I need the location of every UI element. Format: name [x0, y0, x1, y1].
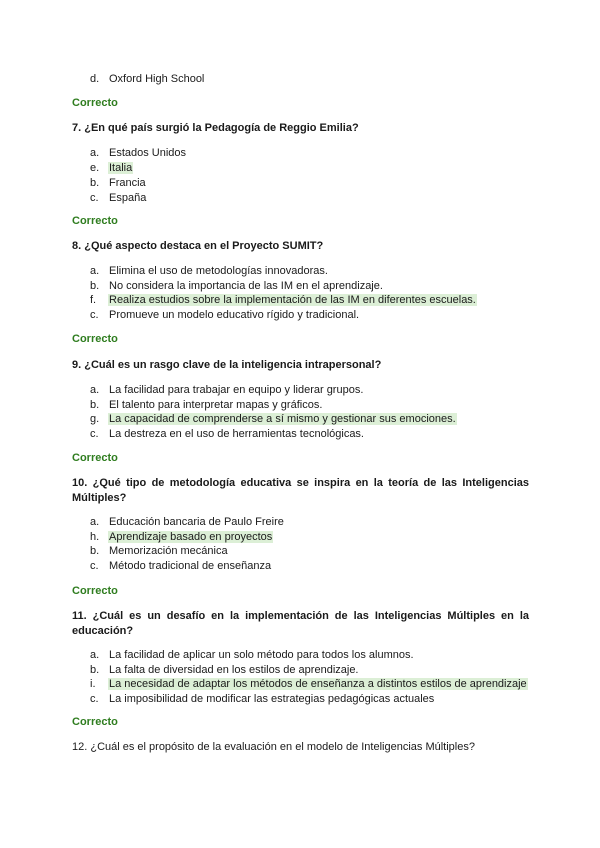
option-letter: d.: [90, 73, 100, 85]
option-letter: c.: [90, 560, 99, 572]
question-7: 7. ¿En qué país surgió la Pedagogía de Reggio Emilia?: [72, 122, 359, 134]
option-letter: e.: [90, 162, 100, 174]
option-letter: b.: [90, 545, 100, 557]
option-item: [90, 398, 323, 412]
option-text: Realiza estudios sobre la implementación de las IM en diferentes escuelas.: [109, 294, 476, 306]
result-label: Correcto: [72, 97, 118, 109]
option-text: La facilidad de aplicar un solo método para todos los alumnos.: [109, 649, 414, 661]
option-item-correct: [90, 412, 457, 426]
option-letter: a.: [90, 649, 100, 661]
option-text: Estados Unidos: [109, 147, 187, 159]
option-text: Oxford High School: [109, 73, 205, 85]
option-letter: a.: [90, 516, 100, 528]
option-item: [90, 191, 147, 205]
option-text: La capacidad de comprenderse a sí mismo y gestionar sus emociones.: [109, 413, 456, 425]
option-text: No considera la importancia de las IM en el aprendizaje.: [109, 280, 383, 292]
option-item: [90, 648, 415, 662]
option-letter: f.: [90, 294, 97, 306]
option-letter: c.: [90, 309, 99, 321]
option-letter: c.: [90, 428, 99, 440]
option-letter: c.: [90, 192, 99, 204]
result-label: Correcto: [72, 716, 118, 728]
question-11: 11. ¿Cuál es un desafío en la implementación de las Inteligencias Múltiples en la educación?: [72, 610, 529, 637]
option-text: Educación bancaria de Paulo Freire: [109, 516, 284, 528]
option-text: Elimina el uso de metodologías innovadoras.: [109, 265, 328, 277]
option-text: Memorización mecánica: [109, 545, 228, 557]
option-text: El talento para interpretar mapas y gráficos.: [109, 399, 323, 411]
option-item: [90, 146, 187, 160]
option-letter: c.: [90, 693, 99, 705]
option-text: Italia: [109, 162, 133, 174]
option-letter: a.: [90, 265, 100, 277]
option-item-correct: [90, 293, 477, 307]
result-label: Correcto: [72, 333, 118, 345]
option-item: [90, 544, 229, 558]
option-text: La imposibilidad de modificar las estrategias pedagógicas actuales: [109, 693, 435, 705]
option-item: [90, 383, 364, 397]
option-text: Método tradicional de enseñanza: [109, 560, 272, 572]
option-text: La destreza en el uso de herramientas tecnológicas.: [109, 428, 364, 440]
option-item: [90, 559, 272, 573]
option-letter: b.: [90, 280, 100, 292]
option-letter: a.: [90, 147, 100, 159]
option-letter: b.: [90, 664, 100, 676]
option-letter: g.: [90, 413, 100, 425]
option-item: [90, 692, 435, 706]
option-letter: i.: [90, 678, 96, 690]
option-item: [90, 427, 365, 441]
option-text: La falta de diversidad en los estilos de aprendizaje.: [109, 664, 359, 676]
option-text: Francia: [109, 177, 146, 189]
result-label: Correcto: [72, 452, 118, 464]
option-item: [90, 663, 360, 677]
option-letter: a.: [90, 384, 100, 396]
question-10: 10. ¿Qué tipo de metodología educativa se inspira en la teoría de las Inteligencias Múltiples?: [72, 477, 529, 504]
option-text: Promueve un modelo educativo rígido y tradicional.: [109, 309, 360, 321]
question-9: 9. ¿Cuál es un rasgo clave de la inteligencia intrapersonal?: [72, 359, 382, 371]
option-item: [90, 176, 147, 190]
option-item-correct: [90, 677, 528, 691]
result-label: Correcto: [72, 215, 118, 227]
option-item: [90, 72, 205, 86]
option-letter: h.: [90, 531, 100, 543]
option-item-correct: [90, 161, 133, 175]
result-label: Correcto: [72, 585, 118, 597]
question-12: 12. ¿Cuál es el propósito de la evaluación en el modelo de Inteligencias Múltiples?: [72, 741, 475, 753]
option-letter: b.: [90, 177, 100, 189]
option-item: [90, 264, 329, 278]
option-item: [90, 515, 285, 529]
option-text: España: [109, 192, 147, 204]
option-text: La facilidad para trabajar en equipo y liderar grupos.: [109, 384, 364, 396]
question-8: 8. ¿Qué aspecto destaca en el Proyecto SUMIT?: [72, 240, 324, 252]
option-item: [90, 308, 360, 322]
option-item: [90, 279, 384, 293]
option-text: La necesidad de adaptar los métodos de enseñanza a distintos estilos de aprendizaje: [109, 678, 527, 690]
option-item-correct: [90, 530, 273, 544]
option-letter: b.: [90, 399, 100, 411]
option-text: Aprendizaje basado en proyectos: [109, 531, 273, 543]
